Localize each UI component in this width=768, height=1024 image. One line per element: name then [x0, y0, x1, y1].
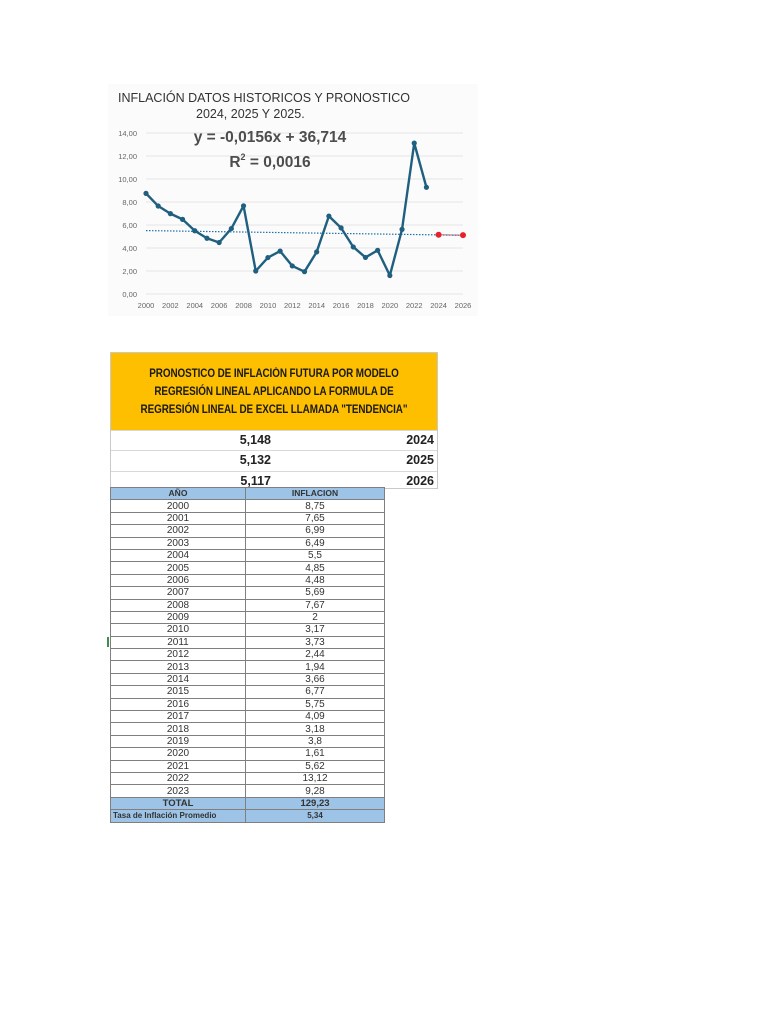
data-point — [156, 203, 161, 208]
r2-value: = 0,0016 — [245, 154, 311, 171]
inflation-cell: 3,66 — [246, 673, 385, 685]
year-cell: 2000 — [111, 500, 246, 512]
table-row — [111, 574, 385, 586]
table-body — [111, 500, 385, 797]
x-tick-label: 2002 — [162, 301, 179, 310]
year-cell: 2012 — [111, 649, 246, 661]
r-squared-text — [180, 147, 360, 173]
y-tick-label: 8,00 — [122, 198, 137, 207]
chart-title-line1: INFLACIÓN DATOS HISTORICOS Y PRONOSTICO — [118, 91, 410, 105]
x-tick-label: 2014 — [308, 301, 326, 310]
total-value: 129,23 — [246, 797, 385, 809]
table-row — [111, 525, 385, 537]
forecast-year: 2026 — [406, 473, 434, 488]
year-cell: 2009 — [111, 611, 246, 623]
table-header-row — [111, 488, 385, 500]
average-row — [111, 810, 385, 822]
year-cell: 2017 — [111, 711, 246, 723]
inflation-cell: 8,75 — [246, 500, 385, 512]
table-row — [111, 698, 385, 710]
year-cell: 2004 — [111, 549, 246, 561]
inflation-cell: 6,77 — [246, 686, 385, 698]
year-cell: 2018 — [111, 723, 246, 735]
forecast-row — [111, 450, 437, 470]
table-row — [111, 624, 385, 636]
data-point — [204, 236, 209, 241]
data-point — [375, 248, 380, 253]
data-point — [387, 273, 392, 278]
data-point — [412, 141, 417, 146]
inflation-cell: 6,49 — [246, 537, 385, 549]
r2-label: R — [229, 154, 241, 171]
year-cell: 2013 — [111, 661, 246, 673]
y-tick-label: 2,00 — [122, 267, 137, 276]
y-tick-label: 4,00 — [122, 244, 137, 253]
year-cell: 2003 — [111, 537, 246, 549]
inflation-cell: 5,69 — [246, 587, 385, 599]
forecast-value: 5,117 — [240, 473, 271, 488]
year-cell: 2011 — [111, 636, 246, 648]
forecast-year: 2025 — [406, 453, 434, 468]
data-point — [265, 255, 270, 260]
x-tick-label: 2016 — [332, 301, 350, 310]
total-label: TOTAL — [111, 797, 246, 809]
r2-superscript: 2 — [240, 152, 246, 162]
table-row — [111, 661, 385, 673]
table-row — [111, 723, 385, 735]
forecast-title: PRONOSTICO DE INFLACIÓN FUTURA POR MODELO REGRESIÓN LINEAL APLICANDO LA FORMULA DE REGRESIÓN LINEAL DE EXCEL LLAMADA "TENDENCIA" — [140, 367, 408, 416]
table-row — [111, 549, 385, 561]
forecast-row — [111, 430, 437, 450]
table-row — [111, 735, 385, 747]
inflation-cell: 3,17 — [246, 624, 385, 636]
chart-title — [118, 90, 418, 122]
inflation-cell: 9,28 — [246, 785, 385, 797]
x-tick-label: 2012 — [283, 301, 301, 310]
data-point — [302, 269, 307, 274]
data-point — [192, 228, 197, 233]
cell-selection-marker — [107, 637, 109, 647]
table-row — [111, 587, 385, 599]
x-tick-label: 2020 — [381, 301, 399, 310]
inflation-data-table — [110, 487, 385, 823]
data-point — [143, 191, 148, 196]
data-point — [278, 249, 283, 254]
inflation-cell: 3,8 — [246, 735, 385, 747]
y-tick-label: 10,00 — [118, 175, 137, 184]
year-cell: 2008 — [111, 599, 246, 611]
forecast-table — [110, 352, 438, 489]
inflation-cell: 3,18 — [246, 723, 385, 735]
inflation-cell: 3,73 — [246, 636, 385, 648]
equation-text: y = -0,0156x + 36,714 — [193, 129, 347, 146]
year-cell: 2014 — [111, 673, 246, 685]
year-cell: 2020 — [111, 748, 246, 760]
table-row — [111, 537, 385, 549]
data-point — [399, 227, 404, 232]
header-year: AÑO — [111, 488, 246, 500]
inflation-cell: 13,12 — [246, 772, 385, 784]
x-tick-label: 2018 — [357, 301, 374, 310]
data-point — [424, 185, 429, 190]
inflation-cell: 5,75 — [246, 698, 385, 710]
data-point — [290, 263, 295, 268]
forecast-point — [436, 232, 442, 238]
average-value: 5,34 — [246, 810, 385, 822]
table-row — [111, 636, 385, 648]
table-row — [111, 748, 385, 760]
y-tick-label: 12,00 — [118, 152, 137, 161]
x-tick-label: 2026 — [454, 301, 472, 310]
inflation-cell: 4,09 — [246, 711, 385, 723]
data-point — [363, 255, 368, 260]
forecast-point — [460, 232, 466, 238]
inflation-cell: 2,44 — [246, 649, 385, 661]
chart-title-line2: 2024, 2025 Y 2025. — [196, 107, 305, 121]
year-cell: 2019 — [111, 735, 246, 747]
table-row — [111, 760, 385, 772]
inflation-cell: 4,85 — [246, 562, 385, 574]
table-row — [111, 673, 385, 685]
data-point — [351, 244, 356, 249]
data-point — [314, 249, 319, 254]
average-label: Tasa de Inflación Promedio — [111, 810, 246, 822]
inflation-cell: 2 — [246, 611, 385, 623]
table-row — [111, 649, 385, 661]
y-tick-label: 6,00 — [122, 221, 137, 230]
x-tick-label: 2004 — [186, 301, 204, 310]
forecast-header — [111, 353, 437, 430]
trendline-equation — [180, 128, 360, 173]
table-row — [111, 599, 385, 611]
data-point — [168, 211, 173, 216]
year-cell: 2005 — [111, 562, 246, 574]
x-tick-label: 2022 — [405, 301, 423, 310]
header-inflation: INFLACION — [246, 488, 385, 500]
forecast-year: 2024 — [406, 433, 434, 447]
x-tick-label: 2006 — [210, 301, 228, 310]
data-point — [241, 203, 246, 208]
forecast-value: 5,148 — [239, 433, 271, 447]
year-cell: 2010 — [111, 624, 246, 636]
data-point — [326, 214, 331, 219]
table-row — [111, 500, 385, 512]
year-cell: 2001 — [111, 512, 246, 524]
inflation-cell: 1,94 — [246, 661, 385, 673]
year-cell: 2023 — [111, 785, 246, 797]
data-point — [338, 225, 343, 230]
year-cell: 2015 — [111, 686, 246, 698]
inflation-cell: 6,99 — [246, 525, 385, 537]
year-cell: 2021 — [111, 760, 246, 772]
data-point — [217, 240, 222, 245]
inflation-cell: 7,65 — [246, 512, 385, 524]
table-row — [111, 686, 385, 698]
year-cell: 2006 — [111, 574, 246, 586]
table-row — [111, 512, 385, 524]
total-row — [111, 797, 385, 809]
forecast-value: 5,132 — [239, 453, 271, 468]
data-point — [180, 217, 185, 222]
x-tick-label: 2000 — [137, 301, 155, 310]
x-tick-label: 2008 — [235, 301, 252, 310]
data-point — [253, 268, 258, 273]
inflation-cell: 5,62 — [246, 760, 385, 772]
inflation-cell: 1,61 — [246, 748, 385, 760]
x-tick-label: 2024 — [430, 301, 447, 310]
y-tick-label: 0,00 — [122, 290, 137, 299]
table-row — [111, 711, 385, 723]
y-tick-label: 14,00 — [118, 129, 137, 138]
year-cell: 2016 — [111, 698, 246, 710]
inflation-cell: 7,67 — [246, 599, 385, 611]
table-row — [111, 785, 385, 797]
data-point — [229, 226, 234, 231]
x-tick-label: 2010 — [259, 301, 277, 310]
table-row — [111, 562, 385, 574]
table-row — [111, 772, 385, 784]
year-cell: 2007 — [111, 587, 246, 599]
table-row — [111, 611, 385, 623]
year-cell: 2002 — [111, 525, 246, 537]
year-cell: 2022 — [111, 772, 246, 784]
inflation-cell: 4,48 — [246, 574, 385, 586]
inflation-cell: 5,5 — [246, 549, 385, 561]
